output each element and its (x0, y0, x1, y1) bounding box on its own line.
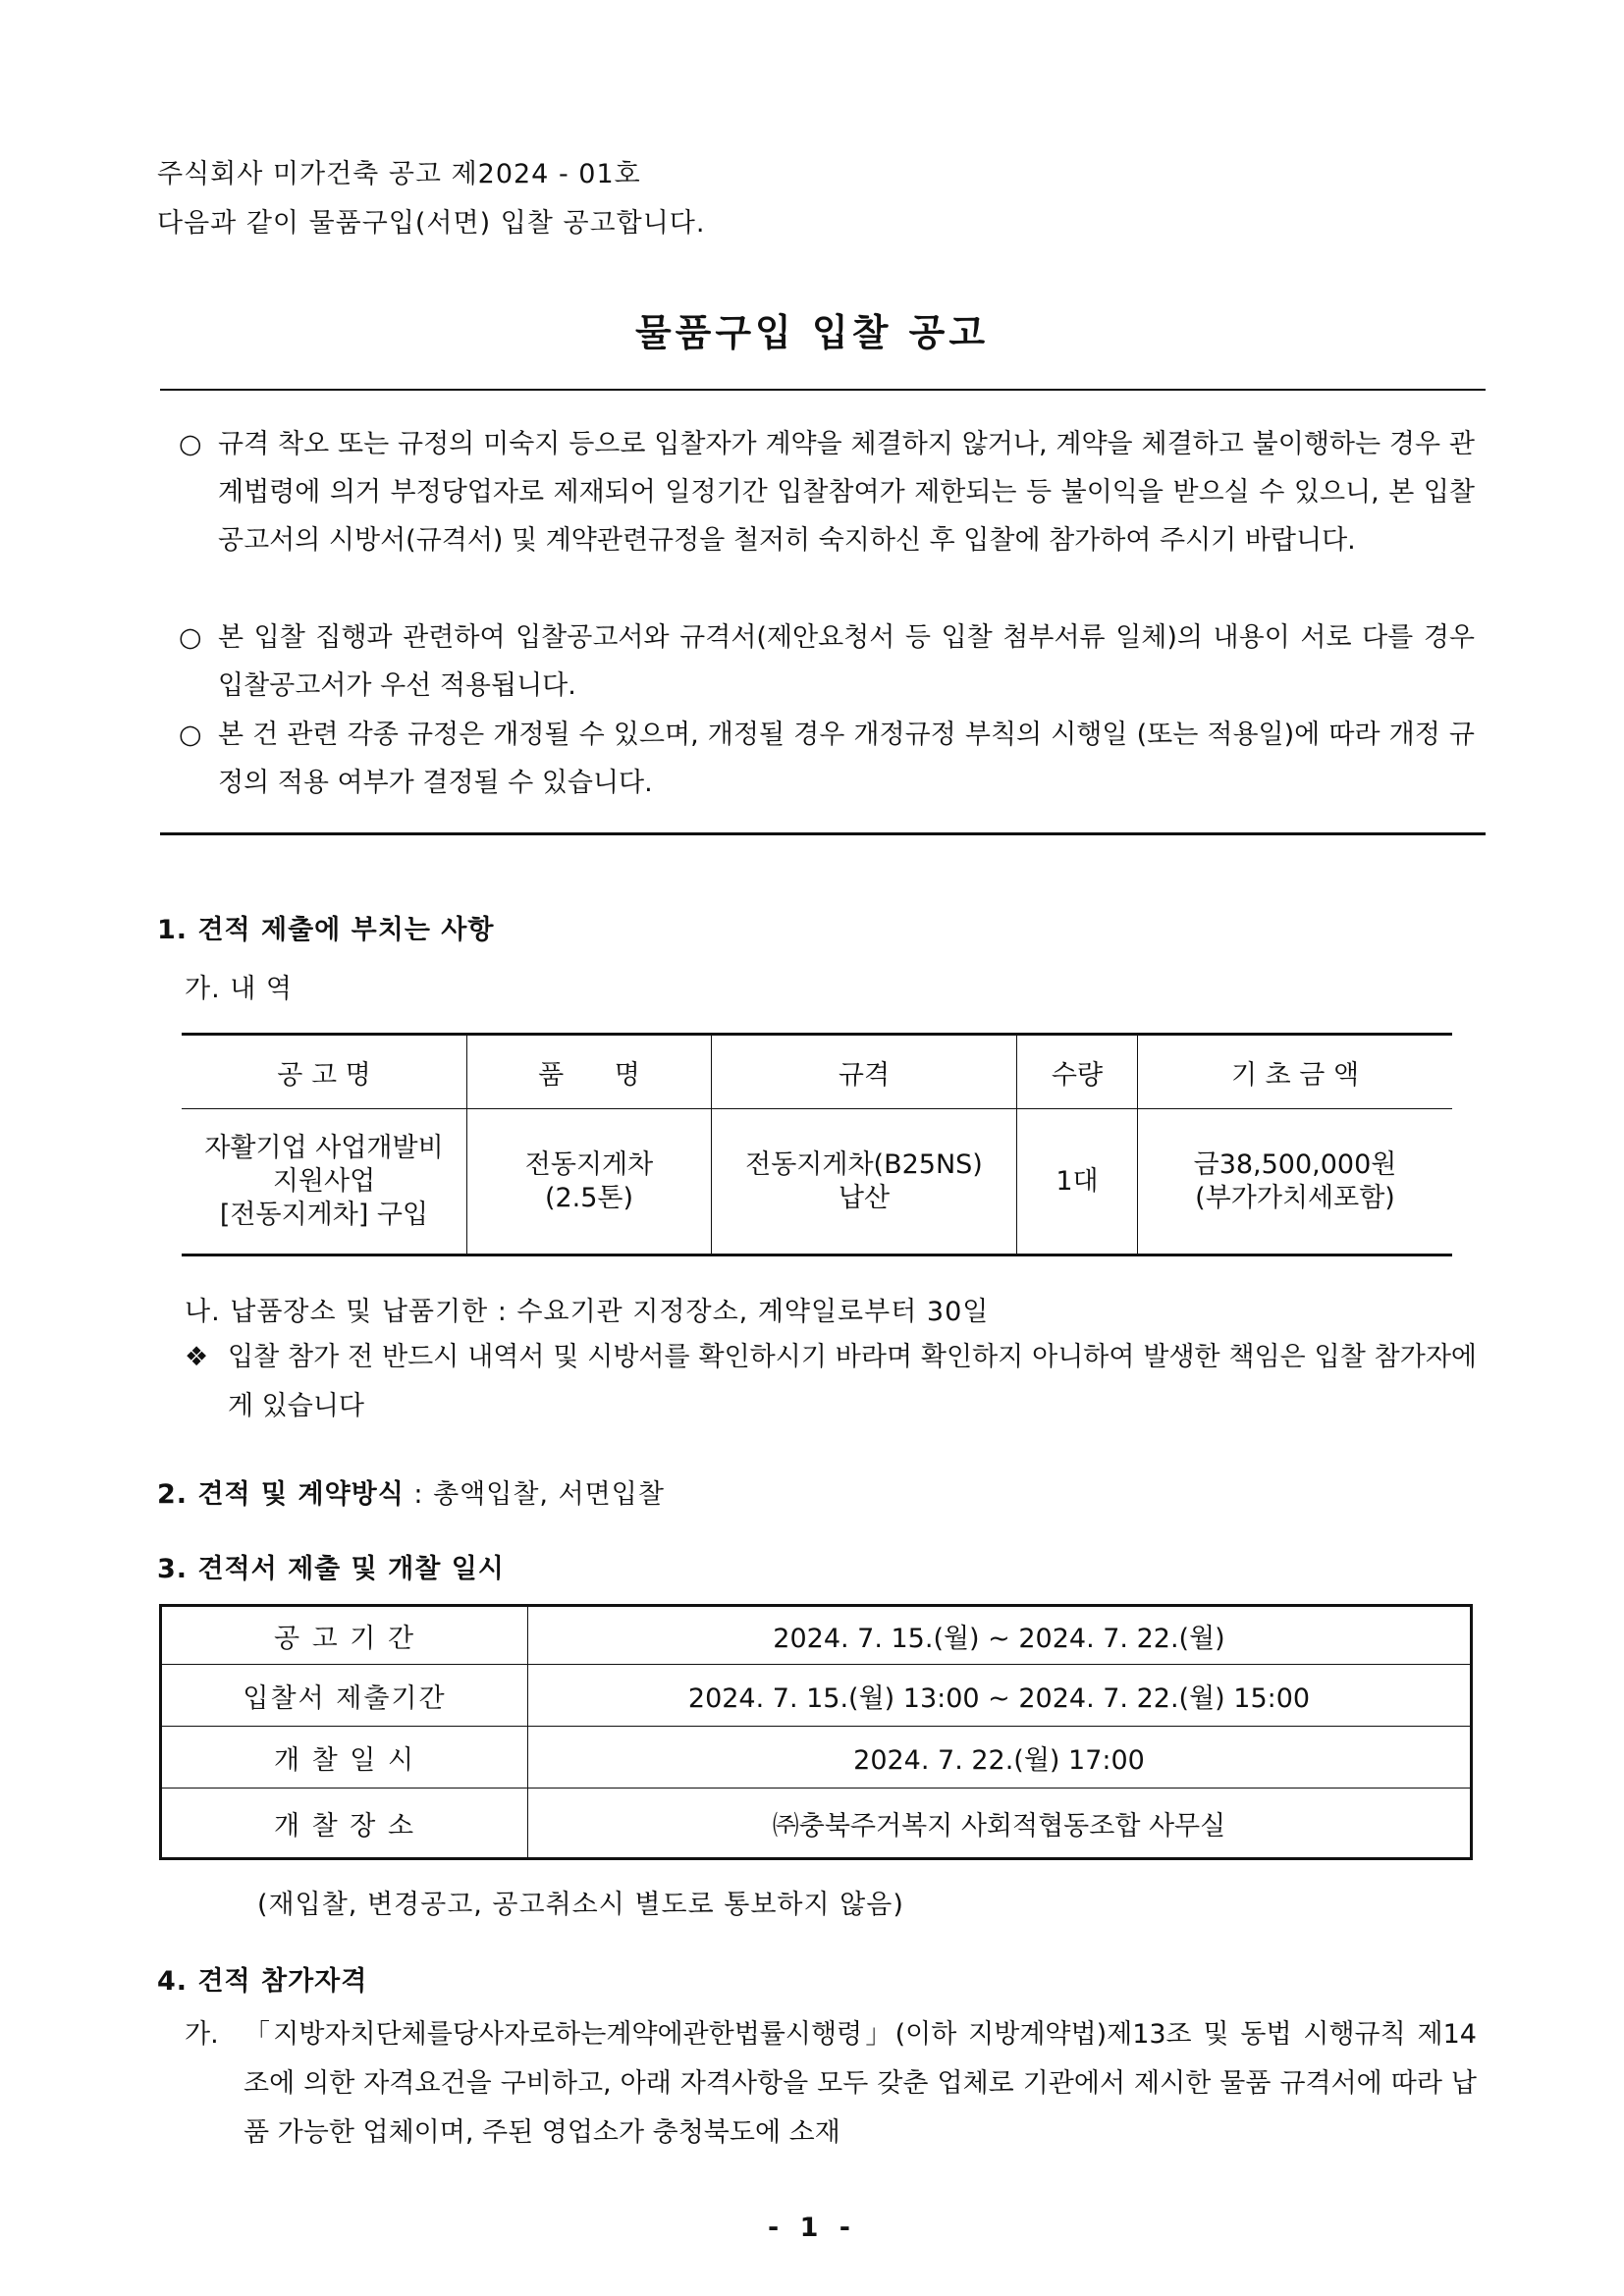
section-4-heading: 4. 견적 참가자격 (157, 1966, 368, 1997)
table-row (161, 1789, 1472, 1859)
notice-item-1 (179, 420, 1475, 564)
cell-amount: 금38,500,000원 (부가가치세포함) (1138, 1109, 1453, 1255)
cell-qty: 1대 (1017, 1109, 1138, 1255)
table-row (182, 1109, 1452, 1255)
schedule-value: 2024. 7. 15.(월) 13:00 ~ 2024. 7. 22.(월) 15:00 (528, 1665, 1472, 1727)
section-3-heading: 3. 견적서 제출 및 개찰 일시 (157, 1554, 505, 1584)
schedule-label: 개 찰 일 시 (161, 1727, 528, 1789)
table-row (161, 1606, 1472, 1665)
header-qty: 수량 (1017, 1035, 1138, 1109)
section-2-heading: 2. 견적 및 계약방식 : 총액입찰, 서면입찰 (157, 1479, 665, 1510)
divider-top (160, 389, 1486, 391)
section-2-value: : 총액입찰, 서면입찰 (404, 1479, 665, 1510)
header-item: 품 명 (467, 1035, 712, 1109)
header-announcement: 공 고 명 (182, 1035, 467, 1109)
page-title: 물품구입 입찰 공고 (634, 311, 990, 354)
header-spec: 규격 (712, 1035, 1017, 1109)
section-1-sub-ga: 가. 내 역 (185, 974, 293, 1004)
cell-item: 전동지게차 (2.5톤) (467, 1109, 712, 1255)
notice-text: 규격 착오 또는 규정의 미숙지 등으로 입찰자가 계약을 체결하지 않거나, 계약을 체결하고 불이행하는 경우 관계법령에 의거 부정당업자로 제재되어 일정기간 입찰참여가 제한되는 등 불이익을 받으실 수 있으니, 본 입찰공고서의 시방서(규격서) 및 계약관련규정을 철저히 숙지하신 후 입찰에 참가하여 주시기 바랍니다. (218, 429, 1475, 556)
circle-bullet-icon: ○ (179, 622, 202, 653)
notice-text: 본 입찰 집행과 관련하여 입찰공고서와 규격서(제안요청서 등 입찰 첨부서류 일체)의 내용이 서로 다를 경우 입찰공고서가 우선 적용됩니다. (218, 622, 1475, 701)
schedule-label: 공 고 기 간 (273, 1623, 416, 1654)
schedule-value: 2024. 7. 22.(월) 17:00 (528, 1727, 1472, 1789)
item-marker: 가. (185, 2019, 219, 2050)
section-4-item-ga (185, 2010, 1477, 2158)
schedule-label: 입찰서 제출기간 (161, 1665, 528, 1727)
section-4-ga-text: 「지방자치단체를당사자로하는계약에관한법률시행령」(이하 지방계약법)제13조 및 동법 시행규칙 제14조에 의한 자격요건을 구비하고, 아래 자격사항을 모두 갖춘 업체로 기관에서 제시한 물품 규격서에 따라 납품 가능한 업체이며, 주된 영업소가 충청북도에 소재 (244, 2019, 1477, 2148)
diamond-bullet-icon: ❖ (185, 1342, 209, 1372)
schedule-label: 개 찰 장 소 (161, 1789, 528, 1859)
schedule-value: 2024. 7. 15.(월) ~ 2024. 7. 22.(월) (528, 1606, 1472, 1665)
page-number: - 1 - (768, 2213, 856, 2243)
caution-text: 입찰 참가 전 반드시 내역서 및 시방서를 확인하시기 바라며 확인하지 아니하여 발생한 책임은 입찰 참가자에게 있습니다 (228, 1342, 1477, 1421)
notice-item-2 (179, 614, 1475, 710)
schedule-note: (재입찰, 변경공고, 공고취소시 별도로 통보하지 않음) (257, 1890, 904, 1920)
schedule-table (159, 1604, 1473, 1860)
cell-announcement: 자활기업 사업개발비 지원사업 [전동지게차] 구입 (182, 1109, 467, 1255)
item-table (182, 1033, 1452, 1256)
table-row (161, 1727, 1472, 1789)
cell-spec: 전동지게차(B25NS) 납산 (712, 1109, 1017, 1255)
notice-number: 주식회사 미가건축 공고 제2024 - 01호 (157, 159, 641, 189)
header-amount: 기 초 금 액 (1138, 1035, 1453, 1109)
notice-item-3 (179, 711, 1475, 807)
circle-bullet-icon: ○ (179, 429, 202, 459)
schedule-value: ㈜충북주거복지 사회적협동조합 사무실 (528, 1789, 1472, 1859)
section-1-heading: 1. 견적 제출에 부치는 사항 (157, 915, 495, 945)
table-row (161, 1665, 1472, 1727)
section-1-sub-na: 나. 납품장소 및 납품기한 : 수요기관 지정장소, 계약일로부터 30일 (185, 1297, 990, 1327)
table-header-row (182, 1035, 1452, 1109)
notice-intro: 다음과 같이 물품구입(서면) 입찰 공고합니다. (157, 208, 706, 239)
notice-text: 본 건 관련 각종 규정은 개정될 수 있으며, 개정될 경우 개정규정 부칙의 시행일 (또는 적용일)에 따라 개정 규정의 적용 여부가 결정될 수 있습니다. (218, 720, 1475, 798)
divider-bottom (160, 832, 1486, 835)
caution-note (185, 1333, 1477, 1431)
circle-bullet-icon: ○ (179, 720, 202, 750)
